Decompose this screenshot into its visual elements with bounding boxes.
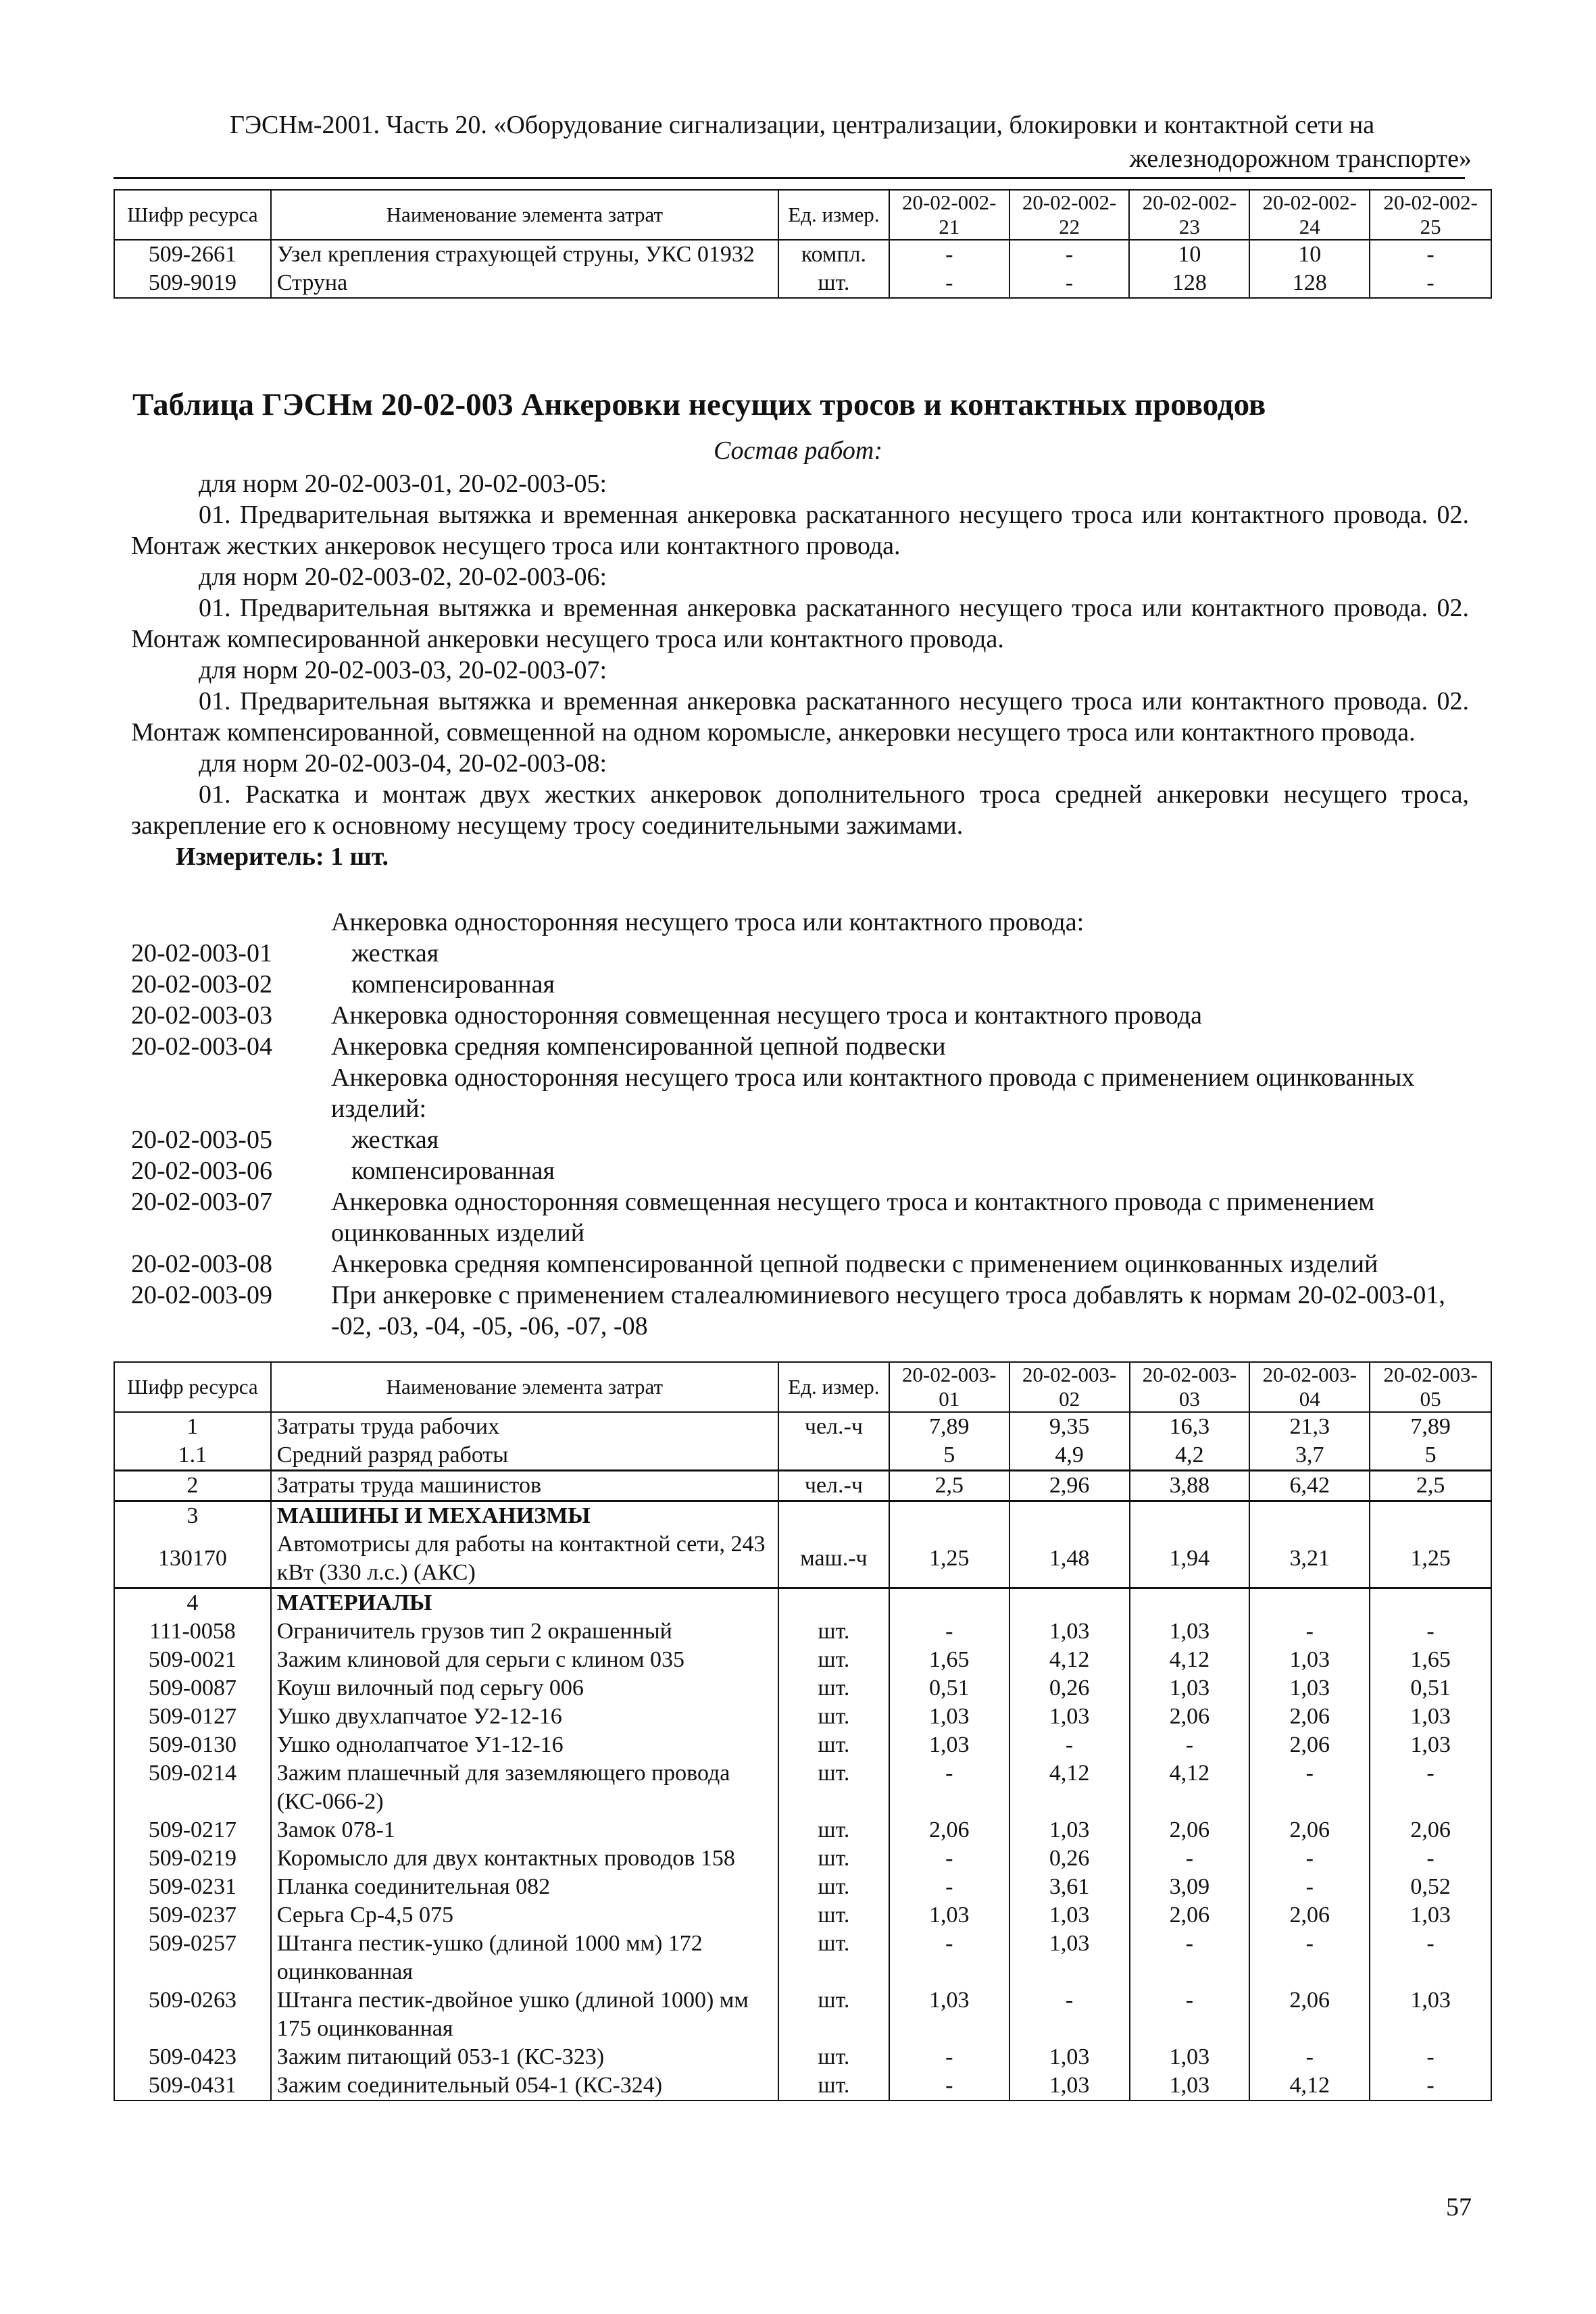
norm-value: 1,03	[1009, 1901, 1130, 1930]
norm-value: 9,35	[1009, 1412, 1130, 1441]
norm-value: 0,51	[889, 1674, 1009, 1703]
table-row	[114, 1873, 1491, 1901]
resource-code: 509-9019	[114, 269, 271, 298]
norm-value: 3,61	[1009, 1873, 1130, 1901]
norm-description: Анкеровка средняя компенсированной цепной подвески с применением оцинкованных изделий	[331, 1250, 1378, 1278]
unit-cell: шт.	[778, 269, 889, 298]
resource-code: 509-0263	[114, 1986, 271, 2043]
norm-value: 1,03	[1009, 1703, 1130, 1731]
unit-cell: чел.-ч	[778, 1412, 889, 1441]
norm-value: 1,48	[1009, 1530, 1130, 1588]
work-description	[131, 468, 1469, 872]
column-header: Шифр ресурса	[114, 1362, 271, 1412]
column-header: Ед. измер.	[778, 190, 889, 240]
norm-value: 1,03	[889, 1986, 1009, 2043]
norm-value: -	[1130, 1930, 1250, 1986]
table-row	[114, 1844, 1491, 1873]
table-row	[114, 1471, 1491, 1501]
unit-cell: шт.	[778, 1646, 889, 1674]
norm-value: 1,03	[1009, 1617, 1130, 1646]
norm-code-row	[131, 969, 1476, 1000]
resource-code: 3	[114, 1501, 271, 1531]
table-row	[114, 2071, 1491, 2101]
norm-value	[889, 1588, 1009, 1618]
resource-code: 509-0423	[114, 2043, 271, 2071]
norm-value: -	[889, 1844, 1009, 1873]
column-header: Наименование элемента затрат	[271, 190, 778, 240]
column-header: 20-02-003-02	[1009, 1362, 1130, 1412]
norm-value: 1,03	[1370, 1901, 1491, 1930]
norm-value: 2,06	[1130, 1816, 1250, 1844]
norm-value: 1,03	[889, 1703, 1009, 1731]
cost-element-name: Ушко двухлапчатое У2-12-16	[271, 1703, 778, 1731]
table-row	[114, 1986, 1491, 2043]
norm-value: 2,06	[1249, 1731, 1370, 1759]
norm-value: 1,03	[1130, 2043, 1250, 2071]
norm-value: 1,03	[1249, 1674, 1370, 1703]
norm-value: -	[1130, 1844, 1250, 1873]
norm-value: 1,03	[889, 1731, 1009, 1759]
norm-value: -	[1370, 1844, 1491, 1873]
norm-value: 1,03	[1370, 1986, 1491, 2043]
norm-value	[1370, 1501, 1491, 1531]
norm-value: 2,06	[1249, 1816, 1370, 1844]
norm-value: 7,89	[1370, 1412, 1491, 1441]
cost-element-name: Штанга пестик-двойное ушко (длиной 1000) мм 175 оцинкованная	[271, 1986, 778, 2043]
norm-value: 3,21	[1249, 1530, 1370, 1588]
norm-value: -	[1370, 240, 1491, 269]
table-row	[114, 1617, 1491, 1646]
measure-unit: Измеритель: 1 шт.	[176, 842, 389, 871]
norm-value: 1,65	[889, 1646, 1009, 1674]
norm-value: 10	[1249, 240, 1370, 269]
norm-value: 2,5	[889, 1471, 1009, 1501]
norm-code-row	[131, 1031, 1476, 1062]
norm-code-list	[131, 907, 1476, 1342]
norm-value: 10	[1129, 240, 1249, 269]
norm-value: 4,12	[1130, 1759, 1250, 1816]
norm-value: 0,26	[1009, 1674, 1130, 1703]
unit-cell: шт.	[778, 1844, 889, 1873]
unit-cell: шт.	[778, 1873, 889, 1901]
header-line-2: железнодорожном транспорте»	[1129, 145, 1472, 173]
norm-value: 5	[1370, 1441, 1491, 1471]
norm-value: 0,51	[1370, 1674, 1491, 1703]
unit-cell: шт.	[778, 1731, 889, 1759]
cost-element-name: Зажим плашечный для заземляющего провода (КС-066-2)	[271, 1759, 778, 1816]
column-header: 20-02-002-24	[1249, 190, 1370, 240]
norm-description: жесткая	[351, 939, 439, 967]
cost-element-name: Зажим питающий 053-1 (КС-323)	[271, 2043, 778, 2071]
norm-value: -	[1370, 1617, 1491, 1646]
cost-element-name: МАШИНЫ И МЕХАНИЗМЫ	[271, 1501, 778, 1531]
norm-description: жесткая	[351, 1126, 439, 1154]
table-row	[114, 1816, 1491, 1844]
norm-value	[1009, 1588, 1130, 1618]
norm-value: 5	[889, 1441, 1009, 1471]
norm-value: -	[1370, 1930, 1491, 1986]
table-header-row	[114, 190, 1491, 240]
norm-value: 1,03	[1009, 2043, 1130, 2071]
norm-value: 4,12	[1130, 1646, 1250, 1674]
norm-value: 1,03	[1130, 1674, 1250, 1703]
norm-value: 2,06	[1370, 1816, 1491, 1844]
norm-value: -	[1009, 240, 1130, 269]
resource-code: 509-0219	[114, 1844, 271, 1873]
norm-value	[1249, 1588, 1370, 1618]
column-header: 20-02-003-05	[1370, 1362, 1491, 1412]
norm-value: -	[1249, 1759, 1370, 1816]
norm-code-row	[131, 1155, 1476, 1186]
norm-value: -	[1249, 1844, 1370, 1873]
work-steps: 01. Предварительная вытяжка и временная анкеровка раскатанного несущего троса или контактного провода. 02. Монтаж компесированной анкеровки несущего троса или контактного провода.	[131, 594, 1469, 653]
table-row	[114, 1930, 1491, 1986]
resource-code: 4	[114, 1588, 271, 1618]
norms-line: для норм 20-02-003-02, 20-02-003-06:	[199, 563, 607, 591]
column-header: 20-02-002-25	[1370, 190, 1491, 240]
table-title: Таблица ГЭСНм 20-02-003 Анкеровки несущих тросов и контактных проводов	[132, 387, 1266, 422]
norm-value: 7,89	[889, 1412, 1009, 1441]
cost-element-name: Затраты труда рабочих	[271, 1412, 778, 1441]
norm-value: -	[889, 2071, 1009, 2101]
norm-value: -	[1130, 1731, 1250, 1759]
column-header: 20-02-003-03	[1130, 1362, 1250, 1412]
table-row	[114, 1759, 1491, 1816]
cost-element-name: Ушко однолапчатое У1-12-16	[271, 1731, 778, 1759]
table-row	[114, 1674, 1491, 1703]
norm-value: 16,3	[1130, 1412, 1250, 1441]
norm-value: 4,12	[1249, 2071, 1370, 2101]
norm-code: 20-02-003-07	[131, 1188, 272, 1216]
table-row	[114, 269, 1491, 298]
resource-table-002	[114, 189, 1492, 299]
norm-value: 1,03	[1130, 2071, 1250, 2101]
resource-code: 509-0231	[114, 1873, 271, 1901]
resource-code: 509-0217	[114, 1816, 271, 1844]
norm-code-row	[131, 1000, 1476, 1031]
norm-code: 20-02-003-05	[131, 1126, 272, 1154]
norm-value: -	[889, 2043, 1009, 2071]
norm-value: 2,06	[1249, 1986, 1370, 2043]
norm-value	[1009, 1501, 1130, 1531]
cost-element-name: Зажим соединительный 054-1 (КС-324)	[271, 2071, 778, 2101]
norm-value: 1,03	[1370, 1731, 1491, 1759]
resource-code: 509-0431	[114, 2071, 271, 2101]
table-header-row	[114, 1362, 1491, 1412]
resource-code: 2	[114, 1471, 271, 1501]
norm-value: 0,52	[1370, 1873, 1491, 1901]
unit-cell: шт.	[778, 1617, 889, 1646]
norm-value	[1130, 1501, 1250, 1531]
work-steps: 01. Раскатка и монтаж двух жестких анкеровок дополнительного троса средней анкеровки несущего троса, закрепление его к основному несущему тросу соединительными зажимами.	[131, 780, 1469, 840]
norm-description: компенсированная	[351, 1157, 555, 1185]
norm-value: 2,06	[1130, 1901, 1250, 1930]
column-header: 20-02-003-04	[1249, 1362, 1370, 1412]
norm-value: 2,06	[1249, 1703, 1370, 1731]
norm-value	[1249, 1501, 1370, 1531]
column-header: Шифр ресурса	[114, 190, 271, 240]
resource-code: 130170	[114, 1530, 271, 1588]
norm-value: 1,25	[889, 1530, 1009, 1588]
norm-value: 2,06	[1249, 1901, 1370, 1930]
norm-code-row	[131, 907, 1476, 938]
table-row	[114, 1588, 1491, 1618]
unit-cell: компл.	[778, 240, 889, 269]
unit-cell: шт.	[778, 1930, 889, 1986]
norm-value: -	[1370, 2043, 1491, 2071]
norms-line: для норм 20-02-003-04, 20-02-003-08:	[199, 749, 607, 778]
resource-code: 111-0058	[114, 1617, 271, 1646]
table-row	[114, 1501, 1491, 1531]
header-line-1: ГЭСНм-2001. Часть 20. «Оборудование сигнализации, централизации, блокировки и контактной сети на	[230, 111, 1375, 139]
unit-cell: шт.	[778, 1901, 889, 1930]
norm-description: Анкеровка односторонняя несущего троса или контактного провода:	[331, 908, 1084, 936]
norm-code	[131, 907, 331, 938]
cost-element-name: Затраты труда машинистов	[271, 1471, 778, 1501]
unit-cell: маш.-ч	[778, 1530, 889, 1588]
norm-value: 2,5	[1370, 1471, 1491, 1501]
norm-value: -	[1370, 1759, 1491, 1816]
norm-value: -	[1009, 1731, 1130, 1759]
work-steps: 01. Предварительная вытяжка и временная анкеровка раскатанного несущего троса или контактного провода. 02. Монтаж компенсированной, совмещенной на одном коромысле, анкеровки несущего троса или контактного провода.	[131, 687, 1469, 747]
norm-code-row	[131, 1249, 1476, 1280]
norm-value: -	[1249, 1873, 1370, 1901]
norm-value: -	[889, 1873, 1009, 1901]
norm-value: 4,12	[1009, 1759, 1130, 1816]
table-row	[114, 1646, 1491, 1674]
norm-value: -	[1130, 1986, 1250, 2043]
norm-value: -	[1249, 1930, 1370, 1986]
norm-value: -	[1370, 2071, 1491, 2101]
norm-value: 2,96	[1009, 1471, 1130, 1501]
resource-table-003	[114, 1361, 1492, 2101]
norm-description: При анкеровке с применением сталеалюминиевого несущего троса добавлять к нормам 20-02-003-01, -02, -03, -04, -05, -06, -07, -08	[331, 1281, 1445, 1340]
norm-value: 1,94	[1130, 1530, 1250, 1588]
unit-cell: шт.	[778, 1703, 889, 1731]
norm-value: -	[889, 1759, 1009, 1816]
cost-element-name: Ограничитель грузов тип 2 окрашенный	[271, 1617, 778, 1646]
norm-code-row	[131, 1124, 1476, 1155]
table-row	[114, 2043, 1491, 2071]
norm-value: 6,42	[1249, 1471, 1370, 1501]
norm-value: 1,03	[1249, 1646, 1370, 1674]
column-header: 20-02-003-01	[889, 1362, 1009, 1412]
norm-code: 20-02-003-01	[131, 939, 272, 967]
norm-code: 20-02-003-06	[131, 1157, 272, 1185]
unit-cell	[778, 1501, 889, 1531]
unit-cell	[778, 1588, 889, 1618]
cost-element-name: Серьга Ср-4,5 075	[271, 1901, 778, 1930]
norm-value: 21,3	[1249, 1412, 1370, 1441]
table-row	[114, 1703, 1491, 1731]
column-header: 20-02-002-21	[889, 190, 1009, 240]
table-row	[114, 1412, 1491, 1441]
cost-element-name: Замок 078-1	[271, 1816, 778, 1844]
norms-line: для норм 20-02-003-03, 20-02-003-07:	[199, 656, 607, 684]
resource-code: 509-0087	[114, 1674, 271, 1703]
resource-code: 509-2661	[114, 240, 271, 269]
norm-code: 20-02-003-02	[131, 970, 272, 999]
cost-element-name: Узел крепления страхующей струны, УКС 01932	[271, 240, 778, 269]
norm-value: -	[889, 1930, 1009, 1986]
norm-code: 20-02-003-08	[131, 1250, 272, 1278]
norm-value	[1370, 1588, 1491, 1618]
norm-code	[131, 1062, 331, 1124]
norm-code: 20-02-003-09	[131, 1281, 272, 1309]
table-row	[114, 1731, 1491, 1759]
column-header: Наименование элемента затрат	[271, 1362, 778, 1412]
table-row	[114, 1530, 1491, 1588]
norm-value: 3,09	[1130, 1873, 1250, 1901]
norm-value: 0,26	[1009, 1844, 1130, 1873]
column-header: Ед. измер.	[778, 1362, 889, 1412]
resource-code: 1	[114, 1412, 271, 1441]
header-rule	[114, 177, 1465, 179]
norm-value: 4,9	[1009, 1441, 1130, 1471]
cost-element-name: Планка соединительная 082	[271, 1873, 778, 1901]
norm-value: 1,03	[1009, 1816, 1130, 1844]
cost-element-name: МАТЕРИАЛЫ	[271, 1588, 778, 1618]
column-header: 20-02-002-22	[1009, 190, 1130, 240]
norm-description: Анкеровка односторонняя несущего троса или контактного провода с применением оцинкованных изделий:	[331, 1063, 1415, 1123]
cost-element-name: Средний разряд работы	[271, 1441, 778, 1471]
unit-cell	[778, 1441, 889, 1471]
norm-value: 2,06	[1130, 1703, 1250, 1731]
norm-value: -	[1249, 1617, 1370, 1646]
norm-code-row	[131, 1280, 1476, 1342]
norm-value: 128	[1249, 269, 1370, 298]
cost-element-name: Штанга пестик-ушко (длиной 1000 мм) 172 оцинкованная	[271, 1930, 778, 1986]
norm-value	[889, 1501, 1009, 1531]
norm-value: 4,2	[1130, 1441, 1250, 1471]
norm-value: 1,25	[1370, 1530, 1491, 1588]
norm-value: -	[889, 1617, 1009, 1646]
unit-cell: шт.	[778, 2043, 889, 2071]
cost-element-name: Коромысло для двух контактных проводов 158	[271, 1844, 778, 1873]
table-row	[114, 1901, 1491, 1930]
norm-value: 1,03	[1370, 1703, 1491, 1731]
unit-cell: шт.	[778, 2071, 889, 2101]
resource-code: 509-0021	[114, 1646, 271, 1674]
unit-cell: чел.-ч	[778, 1471, 889, 1501]
work-steps: 01. Предварительная вытяжка и временная анкеровка раскатанного несущего троса или контактного провода. 02. Монтаж жестких анкеровок несущего троса или контактного провода.	[131, 501, 1469, 560]
resource-code: 509-0127	[114, 1703, 271, 1731]
norm-description: Анкеровка односторонняя совмещенная несущего троса и контактного провода	[331, 1001, 1202, 1030]
norm-code: 20-02-003-04	[131, 1032, 272, 1061]
norm-code: 20-02-003-03	[131, 1001, 272, 1030]
norm-value: 3,7	[1249, 1441, 1370, 1471]
norm-code-row	[131, 1062, 1476, 1124]
norm-value: 1,03	[1009, 2071, 1130, 2101]
norm-description: Анкеровка односторонняя совмещенная несущего троса и контактного провода с применением оцинкованных изделий	[331, 1188, 1375, 1247]
cost-element-name: Струна	[271, 269, 778, 298]
table-row	[114, 240, 1491, 269]
norm-value: 128	[1129, 269, 1249, 298]
norm-description: Анкеровка средняя компенсированной цепной подвески	[331, 1032, 946, 1061]
norm-value: 4,12	[1009, 1646, 1130, 1674]
norm-code-row	[131, 1186, 1476, 1249]
norm-value: -	[889, 269, 1009, 298]
resource-code: 509-0130	[114, 1731, 271, 1759]
norms-line: для норм 20-02-003-01, 20-02-003-05:	[199, 470, 607, 498]
unit-cell: шт.	[778, 1816, 889, 1844]
norm-value	[1130, 1588, 1250, 1618]
resource-code: 509-0257	[114, 1930, 271, 1986]
norm-value: 3,88	[1130, 1471, 1250, 1501]
resource-code: 509-0237	[114, 1901, 271, 1930]
cost-element-name: Зажим клиновой для серьги с клином 035	[271, 1646, 778, 1674]
unit-cell: шт.	[778, 1986, 889, 2043]
work-composition-heading: Состав работ:	[713, 436, 883, 465]
cost-element-name: Коуш вилочный под серьгу 006	[271, 1674, 778, 1703]
norm-value: 1,03	[1130, 1617, 1250, 1646]
unit-cell: шт.	[778, 1674, 889, 1703]
norm-code-row	[131, 938, 1476, 969]
norm-value: -	[1009, 1986, 1130, 2043]
norm-value: -	[889, 240, 1009, 269]
cost-element-name: Автомотрисы для работы на контактной сети, 243 кВт (330 л.с.) (АКС)	[271, 1530, 778, 1588]
unit-cell: шт.	[778, 1759, 889, 1816]
norm-value: 1,03	[889, 1901, 1009, 1930]
resource-code: 509-0214	[114, 1759, 271, 1816]
norm-value: 1,03	[1009, 1930, 1130, 1986]
norm-value: 2,06	[889, 1816, 1009, 1844]
running-header	[223, 108, 1472, 176]
table-row	[114, 1441, 1491, 1471]
column-header: 20-02-002-23	[1129, 190, 1249, 240]
norm-description: компенсированная	[351, 970, 555, 999]
page-number: 57	[1446, 2193, 1472, 2221]
norm-value: -	[1370, 269, 1491, 298]
resource-code: 1.1	[114, 1441, 271, 1471]
norm-value: 1,65	[1370, 1646, 1491, 1674]
norm-value: -	[1249, 2043, 1370, 2071]
norm-value: -	[1009, 269, 1130, 298]
